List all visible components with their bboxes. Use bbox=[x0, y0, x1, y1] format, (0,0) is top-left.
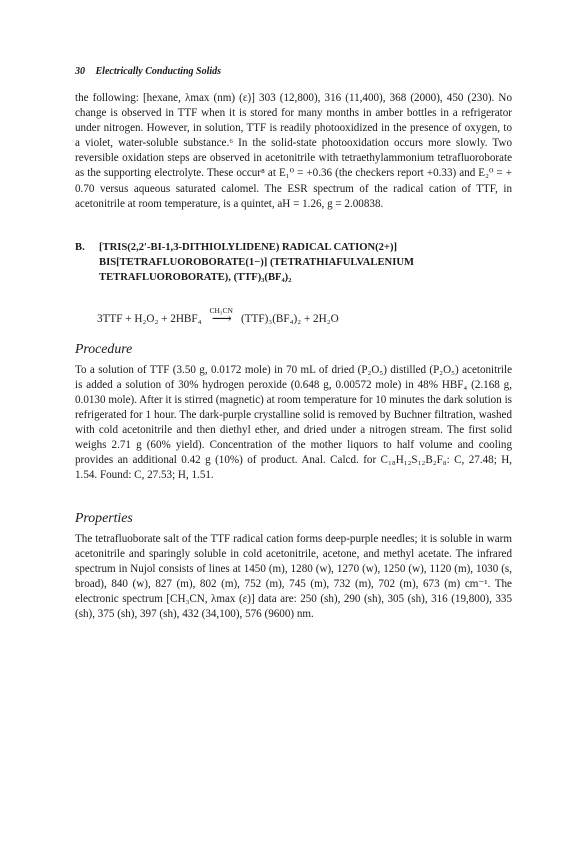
section-b-heading bbox=[75, 240, 512, 285]
section-title: [TRIS(2,2′-BI-1,3-DITHIOLYLIDENE) RADICAL CATION(2+)] BIS[TETRAFLUOROBORATE(1−)] (TETRATHIAFULVALENIUM TETRAFLUOROBORATE), (TTF)₃(BF₄)₂ bbox=[99, 241, 414, 283]
properties-heading: Properties bbox=[75, 509, 133, 525]
products: (TTF)₃(BF₄)₂ + 2H₂O bbox=[240, 312, 339, 325]
page-number: 30 bbox=[75, 66, 85, 77]
reactants: 3TTF + H₂O₂ + 2HBF₄ bbox=[97, 312, 202, 325]
reaction-condition: CH₃CN bbox=[209, 305, 233, 315]
properties-paragraph: The tetrafluoborate salt of the TTF radical cation forms deep-purple needles; it is soluble in warm acetonitrile and sparingly soluble in cold acetonitrile, acetone, and methyl acetate. The infrared spectrum in Nujol consists of lines at 1450 (m), 1280 (w), 1270 (w), 1250 (w), 1120 (m), 1030 (s, broad), 840 (w), 827 (m), 802 (m), 752 (m), 745 (m), 732 (m), 702 (m), 673 (m) cm⁻¹. The electronic spectrum [CH₃CN, λmax (ε)] data are: 250 (sh), 290 (sh), 305 (sh), 316 (19,800), 335 (sh), 375 (sh), 397 (sh), 432 (34,100), 576 (9600) nm. bbox=[75, 532, 512, 620]
procedure-heading: Procedure bbox=[75, 340, 133, 356]
procedure-paragraph: To a solution of TTF (3.50 g, 0.0172 mole) in 70 mL of dried (P₂O₅) distilled (P₂O₅) acetonitrile is added a solution of 30% hydrogen peroxide (0.648 g, 0.00572 mole) in 48% HBF₄ (2.168 g, 0.0130 mole). After it is stirred (magnetic) at room temperature for 10 minutes the dark solution is refrigerated for 1 hour. The dark-purple crystalline solid is removed by Buchner filtration, washed with cold acetonitrile and then diethyl ether, and dried under a nitrogen stream. The first solid weighs 2.71 g (60% yield). Concentration of the mother liquors to half volume and cooling provides an additional 0.42 g (10%) of product. Anal. Calcd. for C₁₈H₁₂S₁₂B₂F₈: C, 27.48; H, 1.54. Found: C, 27.53; H, 1.51. bbox=[75, 363, 512, 482]
section-letter: B. bbox=[75, 241, 85, 253]
arrow-icon: ⟶ bbox=[211, 311, 231, 327]
page-content bbox=[75, 66, 512, 622]
intro-paragraph: the following: [hexane, λmax (nm) (ε)] 303 (12,800), 316 (11,400), 368 (2000), 450 (230). No change is observed in TTF when it is stored for many months in amber bottles in a refrigerator under nitrogen. However, in solution, TTF is readily photooxidized in the presence of oxygen, to a violet, water-soluble substance.⁶ In the solid-state photooxidation occurs more slowly. Two reversible oxidation steps are observed in acetonitrile with tetraethylammonium tetrafluoroborate as the supporting electrolyte. These occur⁸ at E₁⁰ = +0.36 (the checkers report +0.33) and E₂⁰ = + 0.70 versus aqueous saturated calomel. The ESR spectrum of the radical cation of TTF, in acetonitrile at room temperature, is a quintet, aH = 1.26, g = 2.00838. bbox=[75, 92, 512, 210]
running-title: Electrically Conducting Solids bbox=[95, 66, 222, 77]
reaction-equation bbox=[97, 307, 512, 325]
running-head bbox=[75, 66, 512, 77]
reaction-arrow bbox=[210, 307, 233, 325]
